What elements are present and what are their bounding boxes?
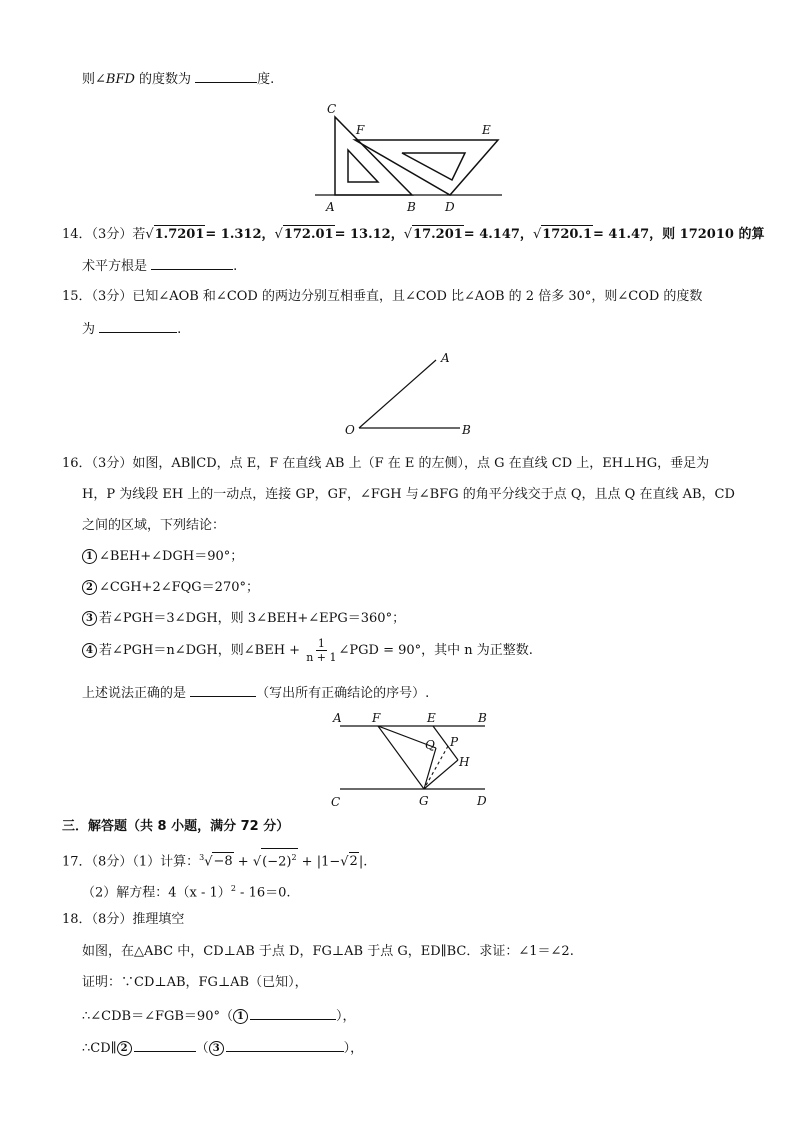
label-H: H	[459, 755, 470, 769]
sqrt-sign: √	[145, 227, 154, 242]
q13-line: 则∠BFD 的度数为 度.	[82, 69, 274, 89]
label-E: E	[482, 123, 491, 137]
q18-line1: 18．（8分）推理填空	[62, 912, 185, 927]
label-E: E	[427, 711, 436, 725]
section-heading: 三．解答题（共 8 小题，满分 72 分）	[62, 819, 290, 834]
label-P: P	[450, 735, 459, 749]
answer-blank[interactable]	[190, 683, 256, 697]
label-B: B	[462, 423, 471, 437]
q16-line2: H，P 为线段 EH 上的一动点，连接 GP，GF，∠FGH 与∠BFG 的角平分线交于点 Q，且点 Q 在直线 AB，CD	[82, 487, 735, 502]
q17-line1: 17．（8分）（1）计算：$^3√-8 + √(-2)^2 + |1-√2|$.	[62, 848, 367, 871]
q16-conclusion-1: 1 ∠BEH+∠DGH＝90°；	[82, 548, 243, 566]
label-A: A	[326, 200, 335, 214]
answer-blank[interactable]	[195, 69, 257, 83]
label-C: C	[331, 795, 341, 809]
answer-blank[interactable]	[226, 1038, 344, 1052]
q15-line2: 为 .	[82, 319, 181, 339]
label-A: A	[333, 711, 342, 725]
q16-conclusion-2: 2 ∠CGH+2∠FQG＝270°；	[82, 579, 259, 597]
label-D: D	[477, 794, 487, 808]
label-C: C	[327, 102, 337, 116]
fraction: $\frac{1}{n + 1}$	[306, 637, 337, 664]
q16-line3: 之间的区域，下列结论：	[82, 518, 226, 533]
q16-line1: 16．（3分）如图，AB∥CD，点 E，F 在直线 AB 上（F 在 E 的左侧），点 G 在直线 CD 上，EH⊥HG，垂足为	[62, 456, 710, 471]
label-O: O	[345, 423, 355, 437]
answer-blank[interactable]	[151, 256, 233, 270]
figure-16	[325, 706, 495, 810]
q18-line5: ∴CD∥ 2 （ 3 ），	[82, 1038, 363, 1058]
q16-conclusion-line: 上述说法正确的是 （写出所有正确结论的序号）.	[82, 683, 429, 703]
figure-15	[340, 348, 480, 440]
label-F: F	[356, 123, 365, 137]
q14-line2: 术平方根是 .	[82, 256, 237, 276]
answer-blank[interactable]	[99, 319, 177, 333]
label-A: A	[441, 351, 450, 365]
q14-line1: 14．（3分）若√1.7201= 1.312，√172.01= 13.12，√17.201= 4.147，√1720.1= 41.47，则 172010 的算	[62, 227, 765, 242]
label-B: B	[407, 200, 416, 214]
answer-blank[interactable]	[134, 1038, 196, 1052]
answer-blank[interactable]	[250, 1006, 336, 1020]
label-G: G	[419, 794, 429, 808]
q18-line2: 如图，在△ABC 中，CD⊥AB 于点 D，FG⊥AB 于点 G，ED∥BC．求证：∠1＝∠2.	[82, 944, 574, 959]
q18-line3: 证明：∵CD⊥AB，FG⊥AB（已知），	[82, 975, 308, 990]
q16-conclusion-4: 4 若∠PGH＝n∠DGH，则∠BEH + $\frac{1}{n + 1}$ ∠PGD = 90°，其中 n 为正整数.	[82, 637, 533, 665]
label-B: B	[478, 711, 487, 725]
q16-conclusion-3: 3 若∠PGH＝3∠DGH，则 3∠BEH+∠EPG＝360°；	[82, 610, 405, 628]
q15-line1: 15．（3分）已知∠AOB 和∠COD 的两边分别互相垂直，且∠COD 比∠AOB 的 2 倍多 30°，则∠COD 的度数	[62, 289, 703, 304]
figure-13	[310, 100, 510, 215]
label-D: D	[445, 200, 455, 214]
q17-line2: （2）解方程：4（x - 1）$^2$ - 16＝0.	[82, 884, 291, 901]
q18-line4: ∴∠CDB＝∠FGB＝90°（ 1 ），	[82, 1006, 356, 1026]
label-F: F	[372, 711, 381, 725]
label-Q: Q	[425, 738, 435, 752]
